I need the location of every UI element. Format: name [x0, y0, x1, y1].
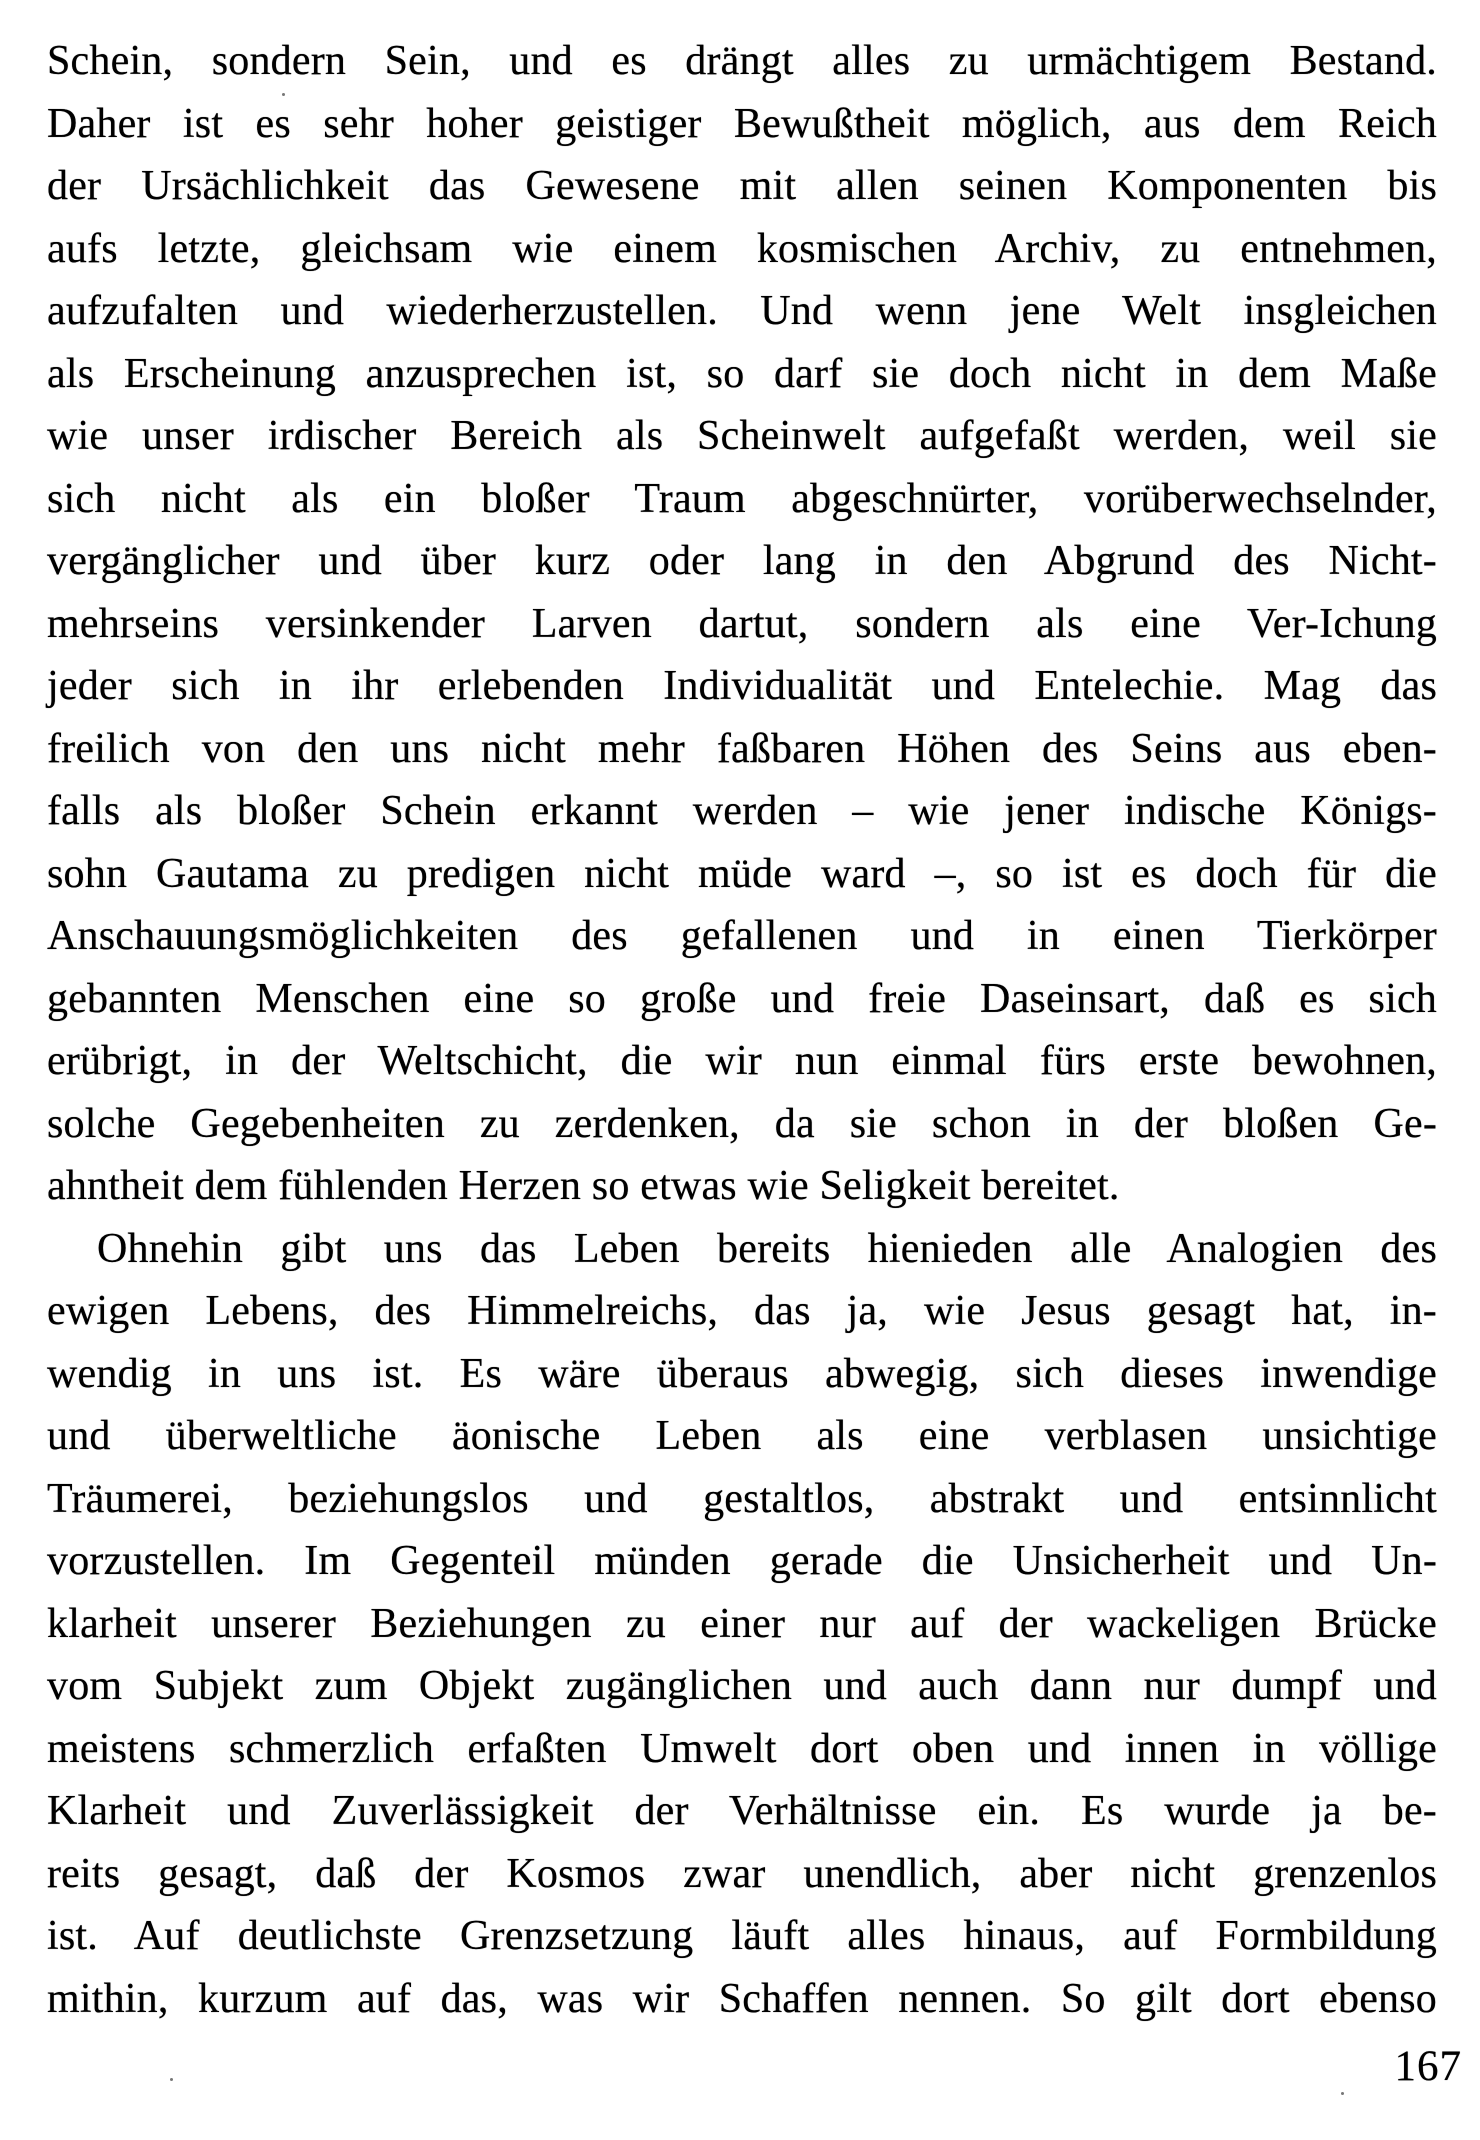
text-line: vom Subjekt zum Objekt zugänglichen und auch dann nur dumpf und	[47, 1663, 1437, 1709]
body-text	[47, 30, 1437, 2030]
text-line: meistens schmerzlich erfaßten Umwelt dort oben und innen in völlige	[47, 1725, 1437, 1772]
text-line: vorzustellen. Im Gegenteil münden gerade die Unsicherheit und Un-	[47, 1538, 1437, 1584]
text-line: Klarheit und Zuverlässigkeit der Verhältnisse ein. Es wurde ja be-	[47, 1788, 1437, 1834]
text-line: klarheit unserer Beziehungen zu einer nur auf der wackeligen Brücke	[47, 1600, 1437, 1647]
text-line: erübrigt, in der Weltschicht, die wir nun einmal fürs erste bewohnen,	[47, 1038, 1437, 1084]
text-line: ist. Auf deutlichste Grenzsetzung läuft alles hinaus, auf Formbildung	[47, 1913, 1437, 1959]
text-line: Ohnehin gibt uns das Leben bereits hienieden alle Analogien des	[97, 1225, 1437, 1272]
scan-speck	[170, 2078, 173, 2081]
text-line: reits gesagt, daß der Kosmos zwar unendlich, aber nicht grenzenlos	[47, 1850, 1437, 1897]
text-line: Schein, sondern Sein, und es drängt alles zu urmächtigem Bestand.	[47, 38, 1437, 84]
text-line: aufs letzte, gleichsam wie einem kosmischen Archiv, zu entnehmen,	[47, 225, 1437, 272]
scan-speck	[1341, 2092, 1344, 2095]
text-line: Daher ist es sehr hoher geistiger Bewußtheit möglich, aus dem Reich	[47, 100, 1437, 147]
text-line: und überweltliche äonische Leben als eine verblasen unsichtige	[47, 1413, 1437, 1459]
page-number: 167	[1394, 2043, 1462, 2090]
text-line: aufzufalten und wiederherzustellen. Und wenn jene Welt insgleichen	[47, 288, 1437, 334]
text-line: mithin, kurzum auf das, was wir Schaffen nennen. So gilt dort ebenso	[47, 1975, 1437, 2022]
text-line: solche Gegebenheiten zu zerdenken, da sie schon in der bloßen Ge-	[47, 1100, 1437, 1147]
text-line: wie unser irdischer Bereich als Scheinwelt aufgefaßt werden, weil sie	[47, 413, 1437, 459]
text-line: sich nicht als ein bloßer Traum abgeschnürter, vorüberwechselnder,	[47, 475, 1437, 522]
text-line: gebannten Menschen eine so große und freie Daseinsart, daß es sich	[47, 975, 1437, 1022]
text-line: mehrseins versinkender Larven dartut, sondern als eine Ver-Ichung	[47, 600, 1437, 647]
text-line: ahntheit dem fühlenden Herzen so etwas wie Seligkeit bereitet.	[47, 1163, 1120, 1209]
text-line: wendig in uns ist. Es wäre überaus abwegig, sich dieses inwendige	[47, 1350, 1437, 1397]
text-line: falls als bloßer Schein erkannt werden – wie jener indische Königs-	[47, 788, 1437, 834]
text-line: Träumerei, beziehungslos und gestaltlos, abstrakt und entsinnlicht	[47, 1475, 1437, 1522]
scan-speck	[282, 93, 285, 96]
text-line: vergänglicher und über kurz oder lang in den Abgrund des Nicht-	[47, 538, 1437, 584]
text-line: als Erscheinung anzusprechen ist, so darf sie doch nicht in dem Maße	[47, 350, 1437, 397]
text-line: sohn Gautama zu predigen nicht müde ward –, so ist es doch für die	[47, 850, 1437, 897]
text-line: der Ursächlichkeit das Gewesene mit allen seinen Komponenten bis	[47, 163, 1437, 209]
text-line: jeder sich in ihr erlebenden Individualität und Entelechie. Mag das	[47, 663, 1437, 709]
text-line: Anschauungsmöglichkeiten des gefallenen und in einen Tierkörper	[47, 913, 1437, 959]
text-line: ewigen Lebens, des Himmelreichs, das ja, wie Jesus gesagt hat, in-	[47, 1288, 1437, 1334]
text-line: freilich von den uns nicht mehr faßbaren Höhen des Seins aus eben-	[47, 725, 1437, 772]
